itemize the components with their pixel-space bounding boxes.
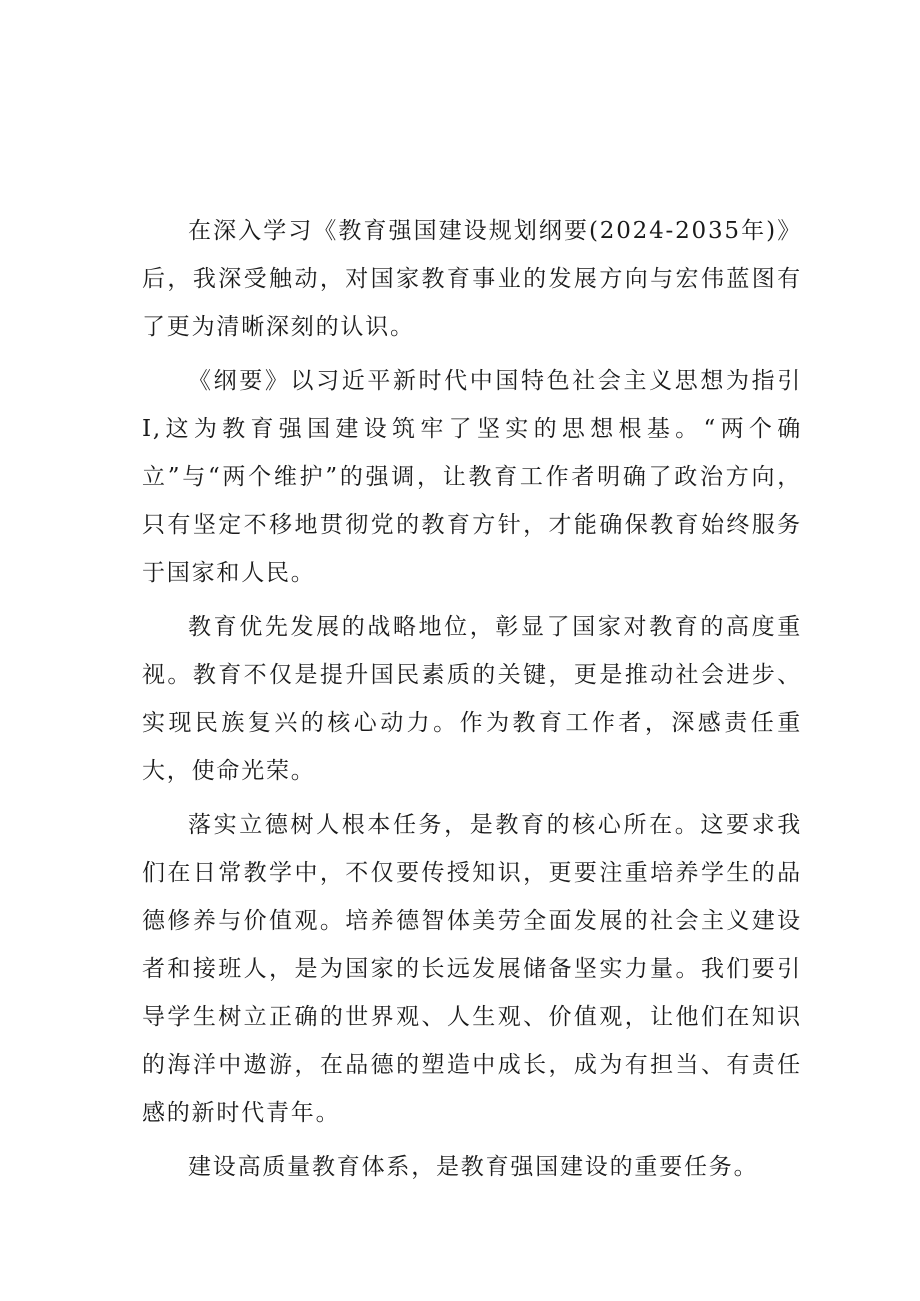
document-body bbox=[142, 207, 802, 1197]
paragraph-2: 《纲要》以习近平新时代中国特色社会主义思想为指引I,这为教育强国建设筑牢了坚实的思想根基。“两个确立”与“两个维护”的强调，让教育工作者明确了政治方向，只有坚定不移地贯彻党的教育方针，才能确保教育始终服务于国家和人民。 bbox=[142, 368, 802, 586]
paragraph-3: 教育优先发展的战略地位，彰显了国家对教育的高度重视。教育不仅是提升国民素质的关键，更是推动社会进步、实现民族复兴的核心动力。作为教育工作者，深感责任重大，使命光荣。 bbox=[142, 614, 802, 784]
paragraph-1: 在深入学习《教育强国建设规划纲要(2024-2035年)》后，我深受触动，对国家教育事业的发展方向与宏伟蓝图有了更为清晰深刻的认识。 bbox=[142, 218, 802, 340]
paragraph-4: 落实立德树人根本任务，是教育的核心所在。这要求我们在日常教学中，不仅要传授知识，更要注重培养学生的品德修养与价值观。培养德智体美劳全面发展的社会主义建设者和接班人，是为国家的长远发展储备坚实力量。我们要引导学生树立正确的世界观、人生观、价值观，让他们在知识的海洋中遨游，在品德的塑造中成长，成为有担当、有责任感的新时代青年。 bbox=[142, 812, 802, 1126]
paragraph-5: 建设高质量教育体系，是教育强国建设的重要任务。 bbox=[188, 1154, 759, 1180]
